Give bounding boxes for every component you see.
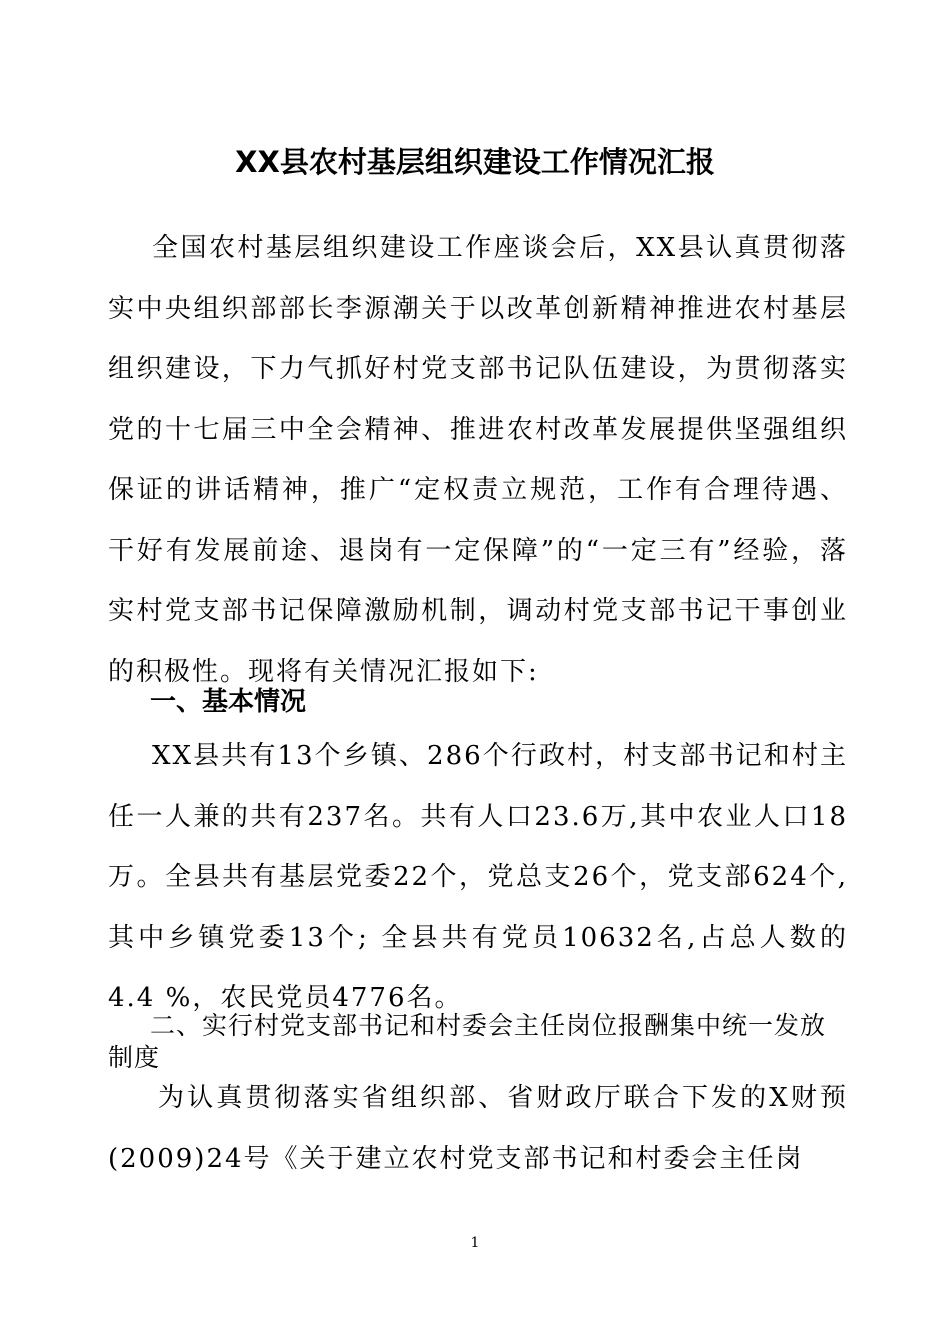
page-number: 1 (470, 1235, 480, 1251)
section-heading-basic-situation: 一、基本情况 (150, 687, 307, 717)
basic-situation-paragraph: XX县共有13个乡镇、286个行政村，村支部书记和村主任一人兼的共有237名。共有人口23.6万,其中农业人口18万。全县共有基层党委22个，党总支26个，党支部624个,其中乡镇党委13个; 全县共有党员10632名,占总人数的4.4 %，农民党员4776名。 (108, 741, 848, 1013)
intro-paragraph: 全国农村基层组织建设工作座谈会后，XX县认真贯彻落实中央组织部部长李源潮关于以改革创新精神推进农村基层组织建设，下力气抓好村党支部书记队伍建设，为贯彻落实党的十七届三中全会精神、推进农村改革发展提供坚强组织保证的讲话精神，推广“定权责立规范，工作有合理待遇、干好有发展前途、退岗有一定保障”的“一定三有”经验，落实村党支部书记保障激励机制，调动村党支部书记干事创业的积极性。现将有关情况汇报如下: (108, 233, 848, 687)
section-heading-salary-system: 二、实行村党支部书记和村委会主任岗位报酬集中统一发放制度 (108, 1011, 827, 1072)
document-title: XX县农村基层组织建设工作情况汇报 (235, 145, 715, 179)
salary-system-paragraph: 为认真贯彻落实省组织部、省财政厅联合下发的X财预(2009)24号《关于建立农村党支部书记和村委会主任岗 (108, 1083, 848, 1174)
